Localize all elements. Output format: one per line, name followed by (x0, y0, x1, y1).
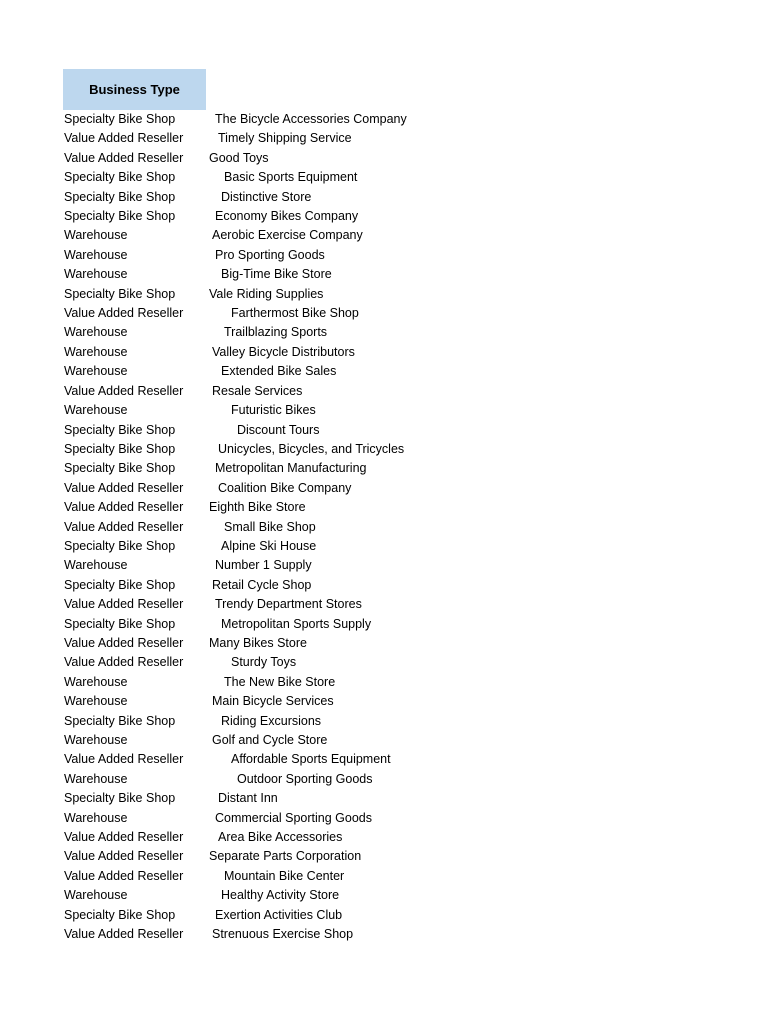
store-name-cell[interactable]: Retail Cycle Shop (212, 577, 312, 592)
business-type-cell[interactable]: Value Added Reseller (64, 830, 184, 845)
table-row (63, 847, 423, 866)
business-type-cell[interactable]: Specialty Bike Shop (64, 907, 176, 922)
table-row (63, 226, 423, 245)
business-type-cell[interactable]: Specialty Bike Shop (64, 422, 176, 437)
table-row (63, 595, 423, 614)
table-row (63, 750, 423, 769)
store-name-cell[interactable]: Big-Time Bike Store (221, 267, 332, 282)
table-row (63, 168, 423, 187)
business-type-cell[interactable]: Specialty Bike Shop (64, 441, 176, 456)
business-type-cell[interactable]: Warehouse (64, 344, 128, 359)
table-row (63, 382, 423, 401)
table-row (63, 692, 423, 711)
business-type-cell[interactable]: Warehouse (64, 810, 128, 825)
table-row (63, 265, 423, 284)
business-type-cell[interactable]: Value Added Reseller (64, 306, 184, 321)
business-type-cell[interactable]: Value Added Reseller (64, 383, 184, 398)
table-row (63, 809, 423, 828)
store-name-cell[interactable]: Trailblazing Sports (224, 325, 328, 340)
table-row (63, 323, 423, 342)
spreadsheet (63, 69, 423, 944)
business-type-cell[interactable]: Value Added Reseller (64, 131, 184, 146)
store-name-cell[interactable]: Farthermost Bike Shop (231, 306, 359, 321)
table-row (63, 401, 423, 420)
table-row (63, 556, 423, 575)
store-name-cell[interactable]: Riding Excursions (221, 713, 322, 728)
table-row (63, 770, 423, 789)
business-type-cell[interactable]: Value Added Reseller (64, 500, 184, 515)
store-name-cell[interactable]: Futuristic Bikes (231, 403, 316, 418)
store-name-cell[interactable]: Good Toys (209, 150, 269, 165)
store-name-cell[interactable]: Area Bike Accessories (218, 830, 343, 845)
store-name-cell[interactable]: Extended Bike Sales (221, 364, 337, 379)
table-row (63, 110, 423, 129)
business-type-cell[interactable]: Specialty Bike Shop (64, 791, 176, 806)
table-row (63, 634, 423, 653)
business-type-cell[interactable]: Specialty Bike Shop (64, 112, 176, 126)
store-name-cell[interactable]: The New Bike Store (224, 674, 336, 689)
table-row (63, 886, 423, 905)
store-name-cell[interactable]: Distinctive Store (221, 189, 312, 204)
business-type-header-label: Business Type (89, 82, 180, 97)
store-name-cell[interactable]: Exertion Activities Club (215, 907, 343, 922)
business-type-cell[interactable]: Warehouse (64, 403, 128, 418)
business-type-cell[interactable]: Value Added Reseller (64, 849, 184, 864)
business-type-cell[interactable]: Warehouse (64, 674, 128, 689)
store-name-cell[interactable]: Metropolitan Manufacturing (215, 461, 367, 476)
table-row (63, 440, 423, 459)
store-name-cell[interactable]: Separate Parts Corporation (209, 849, 362, 864)
table-row (63, 459, 423, 478)
store-name-cell[interactable]: Pro Sporting Goods (215, 247, 325, 262)
table-row (63, 285, 423, 304)
store-name-cell[interactable]: Mountain Bike Center (224, 868, 345, 883)
store-name-cell[interactable]: Healthy Activity Store (221, 888, 340, 903)
business-type-cell[interactable]: Value Added Reseller (64, 635, 184, 650)
business-type-cell[interactable]: Value Added Reseller (64, 655, 184, 670)
store-name-cell[interactable]: Small Bike Shop (224, 519, 316, 534)
store-name-cell[interactable]: Economy Bikes Company (215, 209, 359, 224)
table-row (63, 518, 423, 537)
store-name-cell[interactable]: Affordable Sports Equipment (231, 752, 391, 767)
business-type-cell[interactable]: Warehouse (64, 733, 128, 747)
business-type-cell[interactable]: Warehouse (64, 558, 128, 573)
store-name-cell[interactable]: Many Bikes Store (209, 635, 307, 650)
business-type-cell[interactable]: Value Added Reseller (64, 752, 184, 767)
store-name-cell[interactable]: Basic Sports Equipment (224, 170, 358, 185)
store-name-cell[interactable]: Trendy Department Stores (215, 597, 362, 612)
store-name-cell[interactable]: Eighth Bike Store (209, 500, 306, 515)
business-type-cell[interactable]: Value Added Reseller (64, 519, 184, 534)
business-type-cell[interactable]: Warehouse (64, 267, 128, 282)
business-type-cell[interactable]: Specialty Bike Shop (64, 577, 176, 592)
store-name-cell[interactable]: The Bicycle Accessories Company (215, 112, 407, 126)
table-row (63, 615, 423, 634)
store-name-cell[interactable]: Commercial Sporting Goods (215, 810, 373, 825)
table-row (63, 421, 423, 440)
business-type-cell[interactable]: Value Added Reseller (64, 927, 184, 942)
store-name-cell[interactable]: Discount Tours (237, 422, 320, 437)
business-type-cell[interactable]: Specialty Bike Shop (64, 538, 176, 553)
table-row (63, 343, 423, 362)
business-type-cell[interactable]: Warehouse (64, 888, 128, 903)
table-row (63, 712, 423, 731)
store-name-cell[interactable]: Number 1 Supply (215, 558, 312, 573)
business-type-cell[interactable]: Warehouse (64, 247, 128, 262)
table-row (63, 479, 423, 498)
business-type-cell[interactable]: Specialty Bike Shop (64, 616, 176, 631)
business-type-cell[interactable]: Warehouse (64, 771, 128, 786)
data-rows (63, 110, 423, 944)
table-row (63, 867, 423, 886)
store-name-cell[interactable]: Distant Inn (218, 791, 278, 806)
store-name-cell[interactable]: Metropolitan Sports Supply (221, 616, 372, 631)
store-name-cell[interactable]: Unicycles, Bicycles, and Tricycles (218, 441, 405, 456)
store-name-cell[interactable]: Strenuous Exercise Shop (212, 927, 354, 942)
store-name-cell[interactable]: Golf and Cycle Store (212, 733, 328, 747)
store-name-cell[interactable]: Sturdy Toys (231, 655, 297, 670)
store-name-cell[interactable]: Vale Riding Supplies (209, 286, 324, 301)
table-row (63, 653, 423, 672)
table-row (63, 149, 423, 168)
business-type-cell[interactable]: Value Added Reseller (64, 868, 184, 883)
table-row (63, 731, 423, 750)
store-name-cell[interactable]: Coalition Bike Company (218, 480, 352, 495)
table-row (63, 537, 423, 556)
table-row (63, 673, 423, 692)
table-row (63, 304, 423, 323)
business-type-cell[interactable]: Warehouse (64, 694, 128, 709)
business-type-cell[interactable]: Specialty Bike Shop (64, 461, 176, 476)
store-name-cell[interactable]: Aerobic Exercise Company (212, 228, 363, 243)
business-type-cell[interactable]: Specialty Bike Shop (64, 209, 176, 224)
table-row (63, 906, 423, 925)
business-type-cell[interactable]: Warehouse (64, 228, 128, 243)
business-type-cell[interactable]: Specialty Bike Shop (64, 189, 176, 204)
store-name-cell[interactable]: Outdoor Sporting Goods (237, 771, 373, 786)
store-name-cell[interactable]: Valley Bicycle Distributors (212, 344, 355, 359)
business-type-header[interactable] (63, 69, 206, 110)
business-type-cell[interactable]: Warehouse (64, 325, 128, 340)
store-name-cell[interactable]: Main Bicycle Services (212, 694, 334, 709)
table-row (63, 789, 423, 808)
table-row (63, 246, 423, 265)
store-name-cell[interactable]: Alpine Ski House (221, 538, 317, 553)
business-type-cell[interactable]: Value Added Reseller (64, 480, 184, 495)
business-type-cell[interactable]: Specialty Bike Shop (64, 713, 176, 728)
business-type-cell[interactable]: Warehouse (64, 364, 128, 379)
table-row (63, 576, 423, 595)
store-name-cell[interactable]: Resale Services (212, 383, 303, 398)
business-type-cell[interactable]: Value Added Reseller (64, 150, 184, 165)
table-row (63, 828, 423, 847)
table-row (63, 362, 423, 381)
business-type-cell[interactable]: Specialty Bike Shop (64, 170, 176, 185)
table-row (63, 925, 423, 944)
table-row (63, 188, 423, 207)
store-name-cell[interactable]: Timely Shipping Service (218, 131, 352, 146)
business-type-cell[interactable]: Value Added Reseller (64, 597, 184, 612)
table-row (63, 207, 423, 226)
business-type-cell[interactable]: Specialty Bike Shop (64, 286, 176, 301)
table-row (63, 498, 423, 517)
table-row (63, 129, 423, 148)
